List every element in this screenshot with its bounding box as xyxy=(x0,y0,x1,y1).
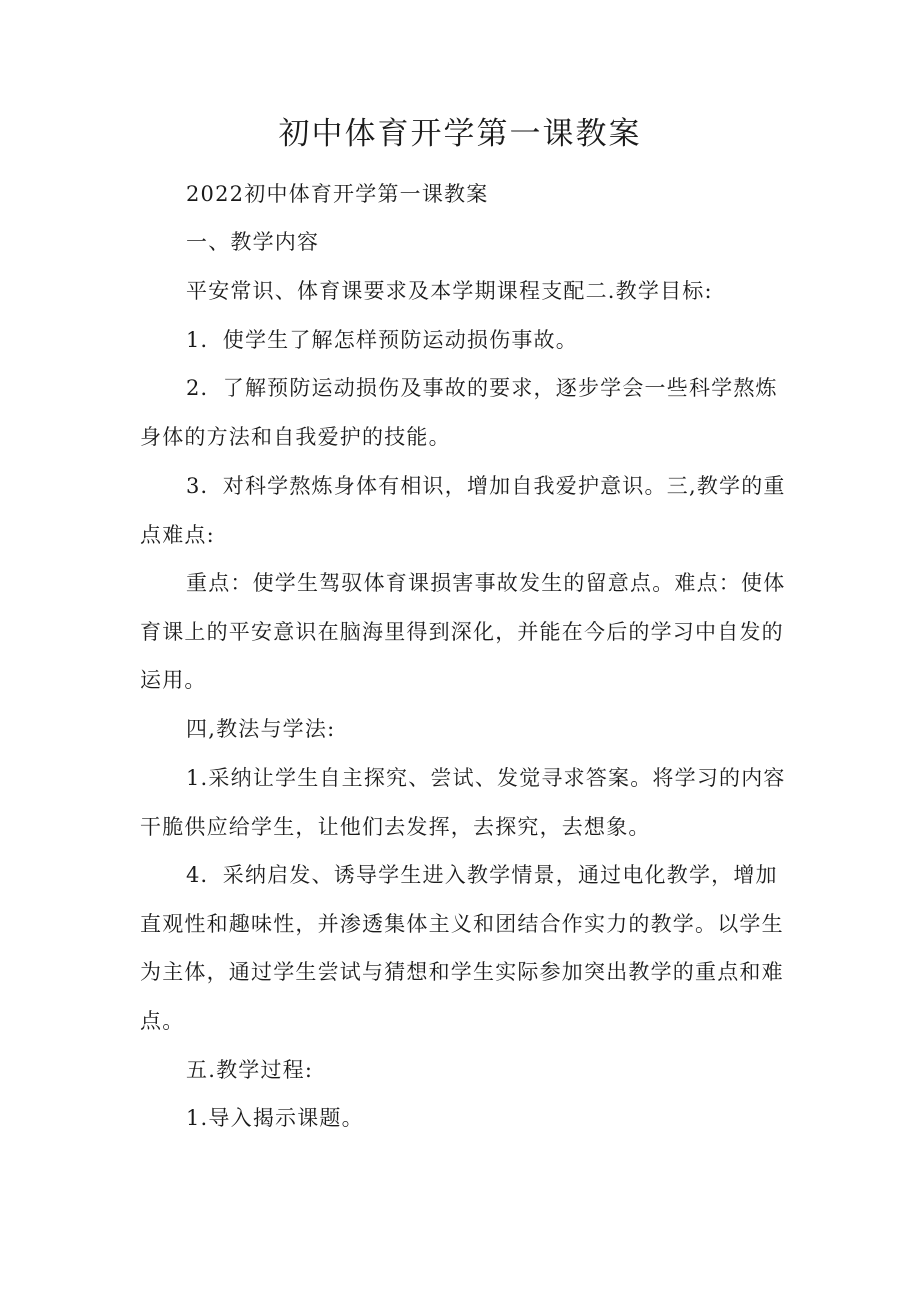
paragraph-section-5-heading: 五.教学过程: xyxy=(186,1058,314,1082)
paragraph-goal-3: 3．对科学熬炼身体有相识，增加自我爱护意识。三,教学的重点难点: xyxy=(140,474,786,547)
paragraph-section-1-content: 平安常识、体育课要求及本学期课程支配二.教学目标: xyxy=(186,279,713,303)
document-title: 初中体育开学第一课教案 xyxy=(278,116,642,152)
paragraph-section-1-heading: 一、教学内容 xyxy=(186,230,320,254)
paragraph-method-4: 4．采纳启发、诱导学生进入教学情景，通过电化教学，增加直观性和趣味性，并渗透集体主义和团结合作实力的教学。以学生为主体，通过学生尝试与猜想和学生实际参加突出教学的重点和难点。 xyxy=(140,863,784,1033)
paragraph-goal-2: 2．了解预防运动损伤及事故的要求，逐步学会一些科学熬炼身体的方法和自我爱护的技能。 xyxy=(140,376,778,449)
paragraph-subtitle: 2022初中体育开学第一课教案 xyxy=(186,182,489,206)
paragraph-goal-1: 1．使学生了解怎样预防运动损伤事故。 xyxy=(186,328,578,352)
paragraph-process-1: 1.导入揭示课题。 xyxy=(186,1106,364,1130)
paragraph-method-1: 1.采纳让学生自主探究、尝试、发觉寻求答案。将学习的内容干脆供应给学生，让他们去发挥，去探究，去想象。 xyxy=(140,766,786,839)
paragraph-section-4-heading: 四,教法与学法: xyxy=(186,717,336,741)
paragraph-key-points: 重点：使学生驾驭体育课损害事故发生的留意点。难点：使体育课上的平安意识在脑海里得到深化，并能在今后的学习中自发的运用。 xyxy=(140,571,786,692)
